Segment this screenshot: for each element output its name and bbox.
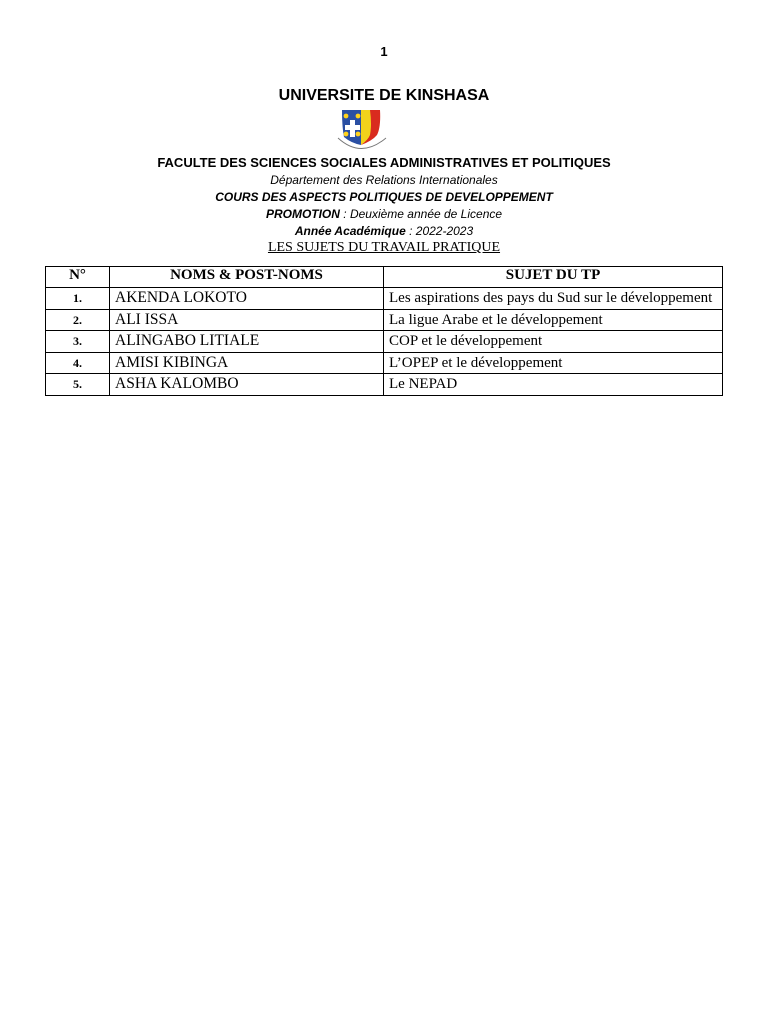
department-name: Département des Relations Internationales [270,173,498,187]
page-number: 1 [380,44,388,59]
table-header-row [46,267,723,288]
faculty-name: FACULTE DES SCIENCES SOCIALES ADMINISTRATIVES ET POLITIQUES [157,155,611,170]
crest-star [344,114,349,119]
student-name: AKENDA LOKOTO [110,288,384,310]
row-number: 4. [46,352,110,374]
academic-year-label: Année Académique [294,224,406,238]
tp-subject: Les aspirations des pays du Sud sur le développement [384,288,723,310]
promotion-label: PROMOTION [265,207,340,221]
crest-star [344,132,349,137]
column-header-subject: SUJET DU TP [384,267,723,288]
tp-subject: Le NEPAD [384,374,723,396]
tp-subject: La ligue Arabe et le développement [384,309,723,331]
university-title: UNIVERSITE DE KINSHASA [278,87,490,104]
academic-year-value: : 2022-2023 [405,224,474,238]
crest-star [356,132,361,137]
row-number: 5. [46,374,110,396]
table-row [46,352,723,374]
table-row [46,374,723,396]
academic-year-line [0,224,768,238]
row-number: 3. [46,331,110,353]
column-header-names: NOMS & POST-NOMS [110,267,384,288]
subjects-table [45,266,723,396]
tp-subject: COP et le développement [384,331,723,353]
table-row [46,331,723,353]
course-title: COURS DES ASPECTS POLITIQUES DE DEVELOPPEMENT [215,190,553,204]
promotion-value: : Deuxième année de Licence [339,207,503,221]
section-title: LES SUJETS DU TRAVAIL PRATIQUE [267,240,501,255]
promotion-line [0,207,768,221]
university-crest-icon [330,107,392,155]
row-number: 2. [46,309,110,331]
crest-star [356,114,361,119]
table-row [46,288,723,310]
crest-cross-horizontal [345,125,360,130]
student-name: ALI ISSA [110,309,384,331]
student-name: ALINGABO LITIALE [110,331,384,353]
student-name: ASHA KALOMBO [110,374,384,396]
column-header-number: N° [46,267,110,288]
row-number: 1. [46,288,110,310]
student-name: AMISI KIBINGA [110,352,384,374]
tp-subject: L’OPEP et le développement [384,352,723,374]
table-row [46,309,723,331]
